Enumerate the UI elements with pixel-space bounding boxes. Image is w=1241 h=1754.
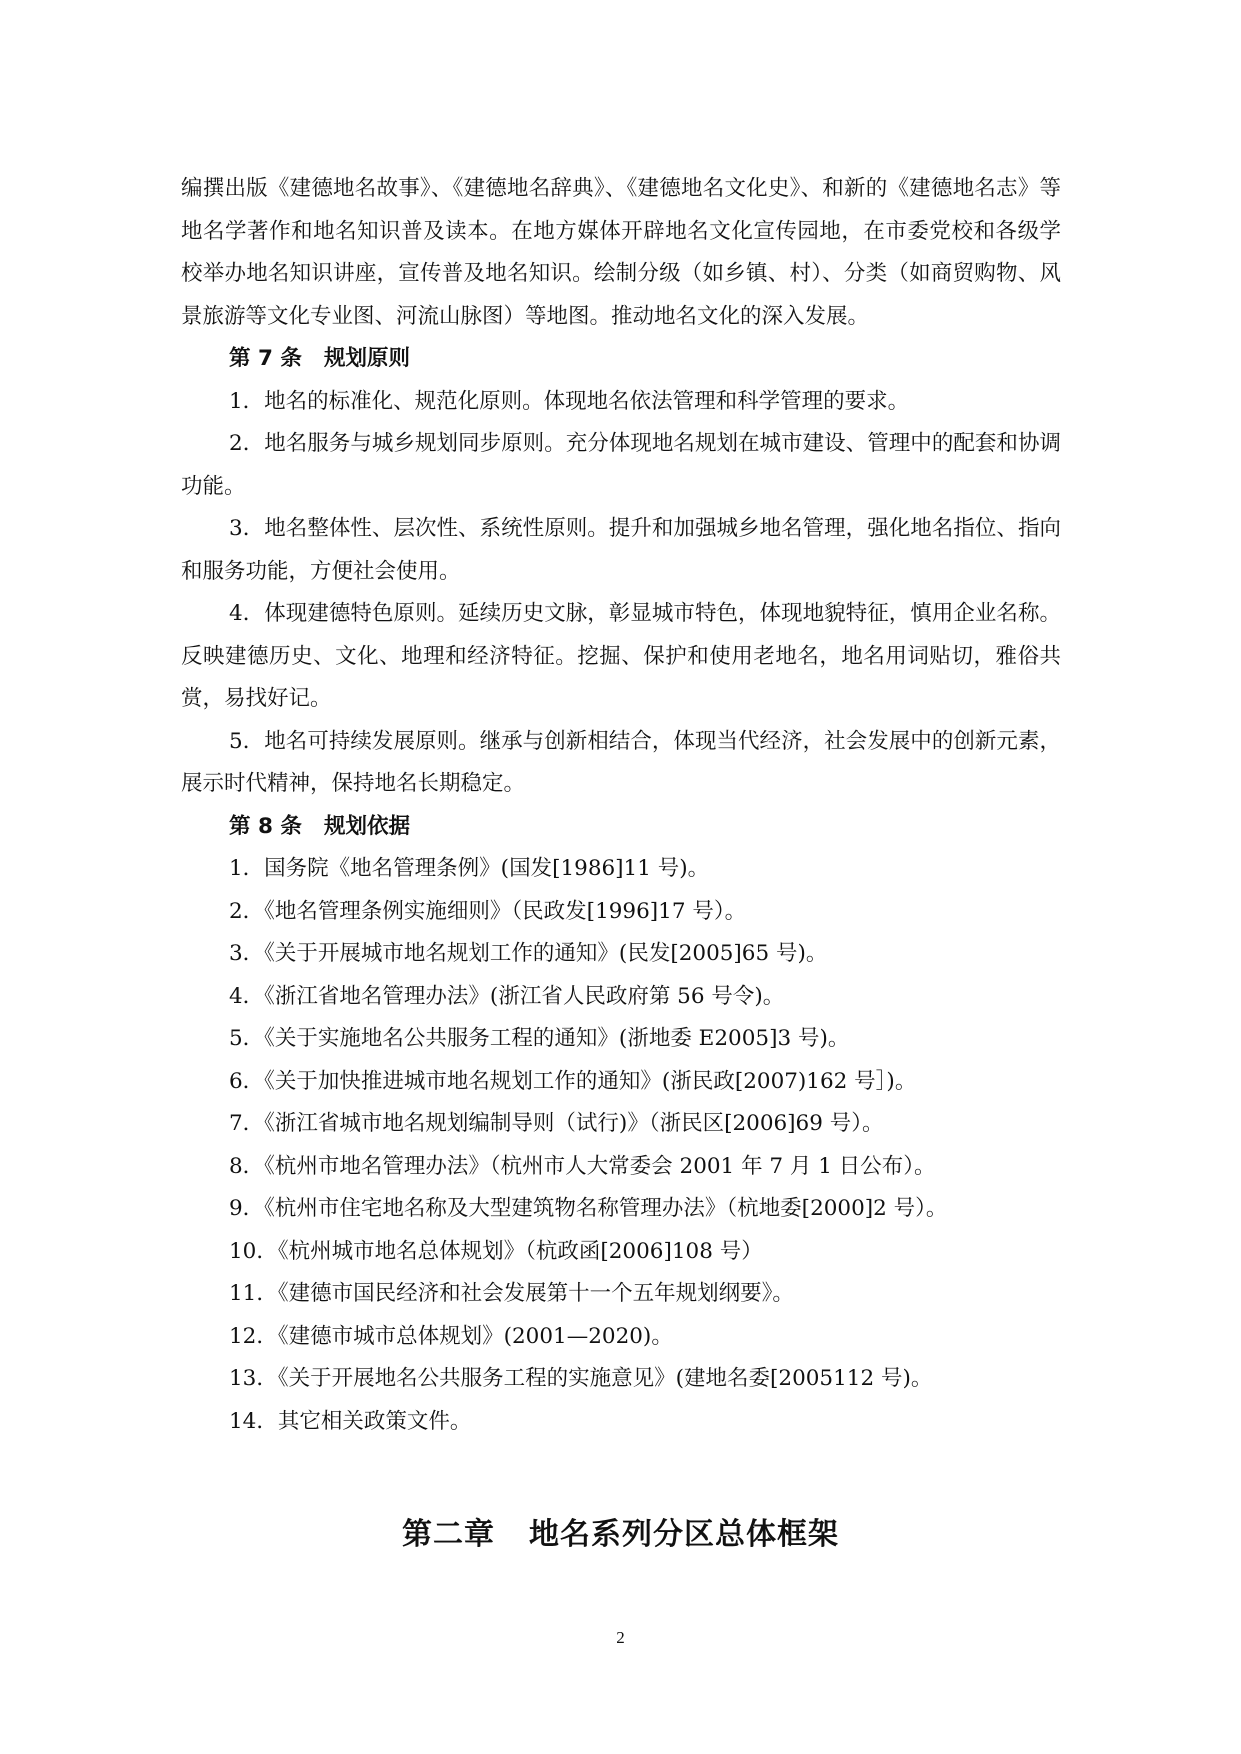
chapter-name: 地名系列分区总体框架 <box>529 1516 839 1552</box>
article-7-item-1: 1．地名的标准化、规范化原则。体现地名依法管理和科学管理的要求。 <box>229 388 910 414</box>
article-7-title: 规划原则 <box>323 346 410 371</box>
article-7-item-5: 5．地名可持续发展原则。继承与创新相结合，体现当代经济，社会发展中的创新元素，展示时代精神，保持地名长期稳定。 <box>181 728 1061 796</box>
article-7-heading <box>181 338 1061 381</box>
article-7-number: 第 7 条 <box>229 346 302 371</box>
article-8-item-4: 4．《浙江省地名管理办法》(浙江省人民政府第 56 号令)。 <box>229 983 785 1009</box>
chapter-number: 第二章 <box>402 1516 495 1552</box>
article-8-title: 规划依据 <box>323 813 410 839</box>
chapter-title <box>0 1515 1241 1555</box>
article-8-item-1: 1．国务院《地名管理条例》(国发[1986]11 号)。 <box>229 856 710 881</box>
intro-paragraph: 编撰出版《建德地名故事》、《建德地名辞典》、《建德地名文化史》、和新的《建德地名志》等地名学著作和地名知识普及读本。在地方媒体开辟地名文化宣传园地，在市委党校和各级学校举办地名知识讲座，宣传普及地名知识。绘制分级（如乡镇、村）、分类（如商贸购物、风景旅游等文化专业图、河流山脉图）等地图。推动地名文化的深入发展。 <box>181 176 1061 329</box>
article-8-item-14: 14．其它相关政策文件。 <box>229 1408 472 1434</box>
article-8-item-10: 10．《杭州城市地名总体规划》（杭政函[2006]108 号） <box>229 1238 763 1264</box>
article-8-number: 第 8 条 <box>229 813 302 839</box>
article-7-item-2: 2．地名服务与城乡规划同步原则。充分体现地名规划在城市建设、管理中的配套和协调功能。 <box>181 431 1061 499</box>
article-8-item-9: 9．《杭州市住宅地名称及大型建筑物名称管理办法》（杭地委[2000]2 号）。 <box>229 1196 948 1221</box>
article-8-items <box>181 848 1061 1443</box>
body-text <box>181 168 1061 1443</box>
article-8-item-13: 13．《关于开展地名公共服务工程的实施意见》(建地名委[2005112 号)。 <box>229 1366 933 1391</box>
article-8-item-12: 12．《建德市城市总体规划》(2001—2020)。 <box>229 1323 673 1349</box>
article-8-heading <box>181 806 1061 849</box>
article-7-item-4: 4．体现建德特色原则。延续历史文脉，彰显城市特色，体现地貌特征，慎用企业名称。反映建德历史、文化、地理和经济特征。挖掘、保护和使用老地名，地名用词贴切，雅俗共赏，易找好记。 <box>181 601 1061 711</box>
article-8-item-3: 3．《关于开展城市地名规划工作的通知》(民发[2005]65 号)。 <box>229 941 828 966</box>
page-number: 2 <box>616 1628 625 1647</box>
article-8-item-11: 11．《建德市国民经济和社会发展第十一个五年规划纲要》。 <box>229 1281 794 1306</box>
article-8-item-5: 5．《关于实施地名公共服务工程的通知》(浙地委 E2005]3 号)。 <box>229 1026 850 1051</box>
article-8-item-7: 7．《浙江省城市地名规划编制导则（试行)》（浙民区[2006]69 号）。 <box>229 1111 884 1136</box>
article-7-items <box>181 381 1061 806</box>
article-7-item-3: 3．地名整体性、层次性、系统性原则。提升和加强城乡地名管理，强化地名指位、指向和服务功能，方便社会使用。 <box>181 516 1061 584</box>
article-8-item-2: 2．《地名管理条例实施细则》（民政发[1996]17 号）。 <box>229 898 747 924</box>
article-8-item-6: 6．《关于加快推进城市地名规划工作的通知》(浙民政[2007)162 号］)。 <box>229 1068 917 1094</box>
article-8-item-8: 8．《杭州市地名管理办法》（杭州市人大常委会 2001 年 7 月 1 日公布）。 <box>229 1153 936 1179</box>
